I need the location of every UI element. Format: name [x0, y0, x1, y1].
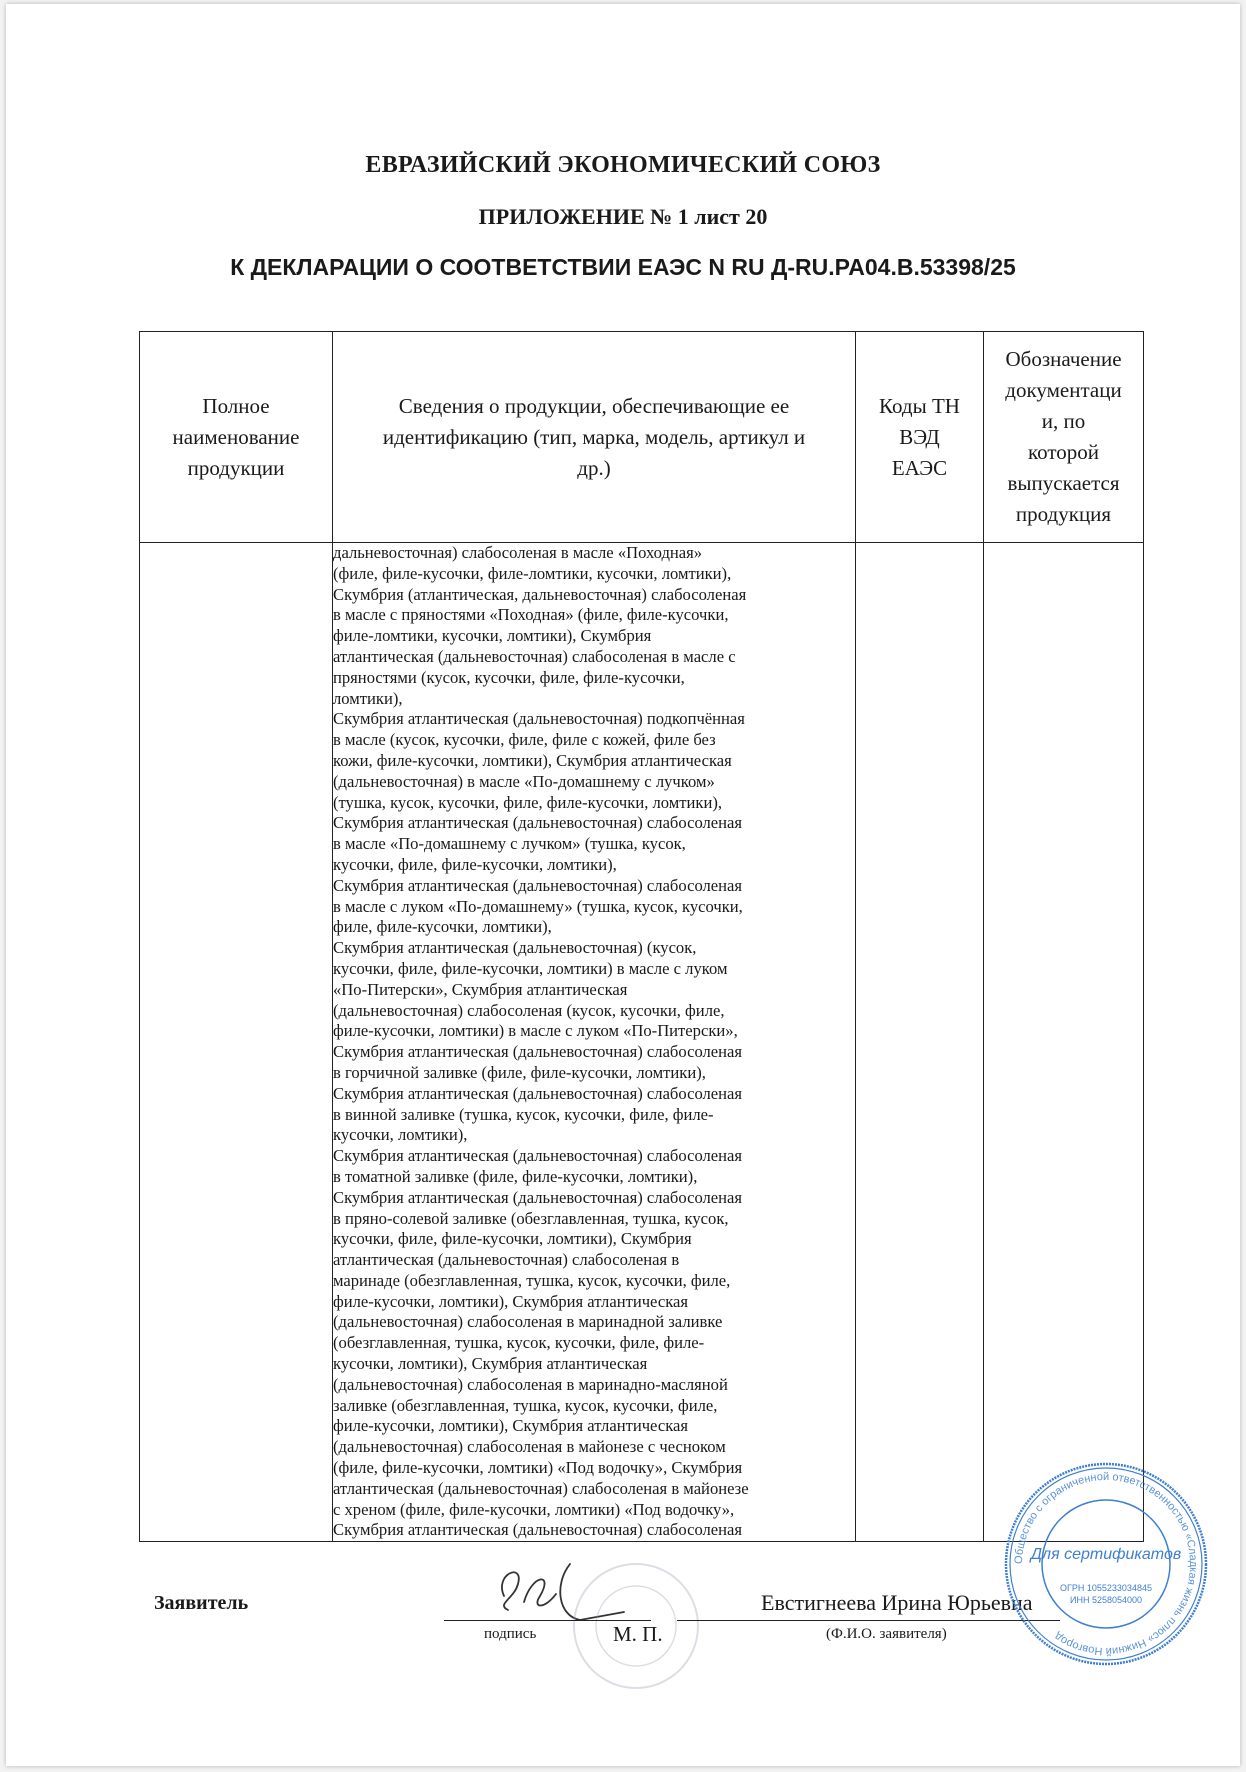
description-line: «По-Питерски», Скумбрия атлантическая	[333, 979, 628, 999]
description-line: Скумбрия атлантическая (дальневосточная) (кусок,	[333, 938, 697, 958]
applicant-name: Евстигнеева Ирина Юрьевна	[761, 1590, 1033, 1615]
description-line: пряностями (кусок, кусочки, филе, филе-кусочки,	[333, 667, 685, 687]
company-seal-stamp	[1001, 1459, 1211, 1669]
description-line: (филе, филе-кусочки, филе-ломтики, кусочки, ломтики),	[333, 563, 732, 583]
description-line: Скумбрия атлантическая (дальневосточная) слабосоленая	[333, 1146, 743, 1166]
description-line: атлантическая (дальневосточная) слабосоленая в майонезе	[333, 1478, 749, 1498]
description-line: филе-кусочки, ломтики) в масле с луком «По-Питерски»,	[333, 1021, 738, 1041]
description-line: дальневосточная) слабосоленая в масле «Походная»	[333, 543, 703, 562]
description-line: кусочки, ломтики), Скумбрия атлантическая	[333, 1354, 648, 1374]
header-product-name: Полное наименование продукции	[140, 332, 333, 543]
description-line: Скумбрия (атлантическая, дальневосточная) слабосоленая	[333, 584, 747, 604]
description-line: (дальневосточная) в масле «По-домашнему с лучком»	[333, 771, 715, 791]
header-product-info: Сведения о продукции, обеспечивающие ее идентификацию (тип, марка, модель, артикул и др.)	[333, 332, 856, 543]
description-line: с хреном (филе, филе-кусочки, ломтики) «Под водочку»,	[333, 1499, 735, 1519]
description-line: в пряно-солевой заливке (обезглавленная, тушка, кусок,	[333, 1208, 729, 1228]
document-page	[6, 4, 1240, 1766]
description-line: Скумбрия атлантическая (дальневосточная) слабосоленая	[333, 1083, 743, 1103]
description-line: атлантическая (дальневосточная) слабосоленая в масле с	[333, 646, 736, 666]
description-line: (дальневосточная) слабосоленая в майонезе с чесноком	[333, 1437, 726, 1457]
cell-product-name	[140, 543, 333, 1542]
description-line: (тушка, кусок, кусочки, филе, филе-кусочки, ломтики),	[333, 792, 723, 812]
description-line: ломтики),	[333, 688, 403, 708]
description-line: Скумбрия атлантическая (дальневосточная) слабосоленая	[333, 875, 743, 895]
description-line: маринаде (обезглавленная, тушка, кусок, кусочки, филе,	[333, 1270, 731, 1290]
description-line: атлантическая (дальневосточная) слабосоленая в	[333, 1250, 680, 1270]
description-line: (дальневосточная) слабосоленая (кусок, кусочки, филе,	[333, 1000, 725, 1020]
cell-tn-ved-codes	[856, 543, 984, 1542]
description-line: кусочки, филе, филе-кусочки, ломтики),	[333, 854, 617, 874]
description-line: филе-кусочки, ломтики), Скумбрия атлантическая	[333, 1416, 689, 1436]
table-header-row	[140, 332, 1144, 543]
description-line: в горчичной заливке (филе, филе-кусочки, ломтики),	[333, 1062, 706, 1082]
description-line: кусочки, филе, филе-кусочки, ломтики) в масле с луком	[333, 958, 728, 978]
description-line: Скумбрия атлантическая (дальневосточная) слабосоленая	[333, 1520, 743, 1540]
description-line: в масле с пряностями «Походная» (филе, филе-кусочки,	[333, 605, 729, 625]
description-line: кусочки, филе, филе-кусочки, ломтики), Скумбрия	[333, 1229, 692, 1249]
description-line: в масле с луком «По-домашнему» (тушка, кусок, кусочки,	[333, 896, 743, 916]
description-line: в томатной заливке (филе, филе-кусочки, ломтики),	[333, 1166, 698, 1186]
union-title: ЕВРАЗИЙСКИЙ ЭКОНОМИЧЕСКИЙ СОЮЗ	[365, 152, 881, 178]
appendix-title: ПРИЛОЖЕНИЕ № 1 лист 20	[478, 204, 768, 229]
product-table	[139, 331, 1144, 1542]
seal-ring-text: Общество с ограниченной ответственностью «Сладкая жизнь плюс» Нижний Новгород	[1012, 1470, 1200, 1658]
description-line: (дальневосточная) слабосоленая в маринадной заливке	[333, 1312, 723, 1332]
description-line: кусочки, ломтики),	[333, 1125, 468, 1145]
applicant-name-caption: (Ф.И.О. заявителя)	[826, 1626, 947, 1642]
seal-center-text: Для сертификатов	[1030, 1546, 1182, 1563]
applicant-label: Заявитель	[154, 1592, 249, 1614]
description-line: заливке (обезглавленная, тушка, кусок, кусочки, филе,	[333, 1395, 718, 1415]
signature-caption: подпись	[484, 1626, 537, 1642]
description-line: (филе, филе-кусочки, ломтики) «Под водочку», Скумбрия	[333, 1458, 743, 1478]
seal-ogrn: ОГРН 1055233034845	[1060, 1583, 1152, 1593]
description-line: филе-ломтики, кусочки, ломтики), Скумбрия	[333, 626, 652, 646]
description-line: (дальневосточная) слабосоленая в маринадно-масляной	[333, 1374, 728, 1394]
seal-inn: ИНН 5258054000	[1069, 1595, 1143, 1605]
table-row	[140, 543, 1144, 1542]
stamp-place-label: М. П.	[613, 1622, 663, 1646]
description-line: Скумбрия атлантическая (дальневосточная) слабосоленая	[333, 1187, 743, 1207]
signature-line	[444, 1620, 651, 1621]
header-tn-ved-codes: Коды ТН ВЭД ЕАЭС	[856, 332, 984, 543]
header-documentation: Обозначение документаци и, по которой выпускается продукция	[984, 332, 1144, 543]
cell-documentation	[984, 543, 1144, 1542]
description-line: Скумбрия атлантическая (дальневосточная) подкопчённая	[333, 709, 745, 729]
declaration-title: К ДЕКЛАРАЦИИ О СООТВЕТСТВИИ ЕАЭС N RU Д-RU.PA04.B.53398/25	[230, 254, 1016, 280]
description-line: в винной заливке (тушка, кусок, кусочки, филе, филе-	[333, 1104, 714, 1124]
description-line: Скумбрия атлантическая (дальневосточная) слабосоленая	[333, 1042, 743, 1062]
description-line: филе, филе-кусочки, ломтики),	[333, 917, 552, 937]
description-line: (обезглавленная, тушка, кусок, кусочки, филе, филе-	[333, 1333, 705, 1353]
description-line: филе-кусочки, ломтики), Скумбрия атлантическая	[333, 1291, 689, 1311]
description-line: в масле (кусок, кусочки, филе, филе с кожей, филе без	[333, 730, 716, 750]
description-line: Скумбрия атлантическая (дальневосточная) слабосоленая	[333, 813, 743, 833]
description-line: кожи, филе-кусочки, ломтики), Скумбрия атлантическая	[333, 750, 732, 770]
cell-product-description	[333, 543, 856, 1542]
svg-text:Общество с ограниченной ответс	[1013, 1471, 1199, 1657]
description-line: в масле «По-домашнему с лучком» (тушка, кусок,	[333, 834, 686, 854]
